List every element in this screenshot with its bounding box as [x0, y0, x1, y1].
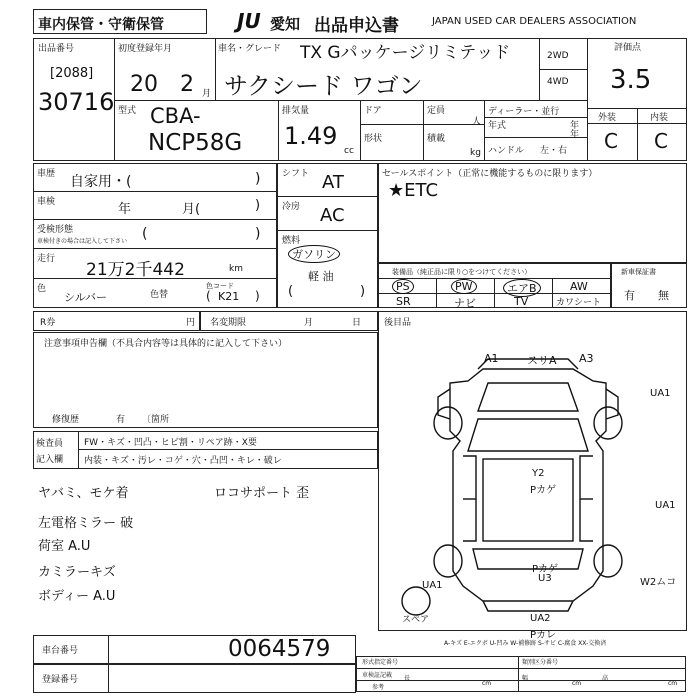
color-code-close: ) [255, 289, 260, 303]
notes-label: 注意事項申告欄（不具合内容等は具体的に記入して下さい） [44, 339, 288, 349]
score-label: 評価点 [614, 43, 642, 53]
history-close: ) [255, 171, 261, 187]
shift-label: シフト [282, 169, 310, 179]
model-year-label: 年式 [488, 121, 507, 131]
diagram-pake-2: Pカゲ [532, 564, 559, 575]
diagram-a1-left: A1 [484, 352, 499, 365]
name-change-label: 名変期限 [210, 318, 247, 328]
inspector-note-2: ロコサポート 歪 [214, 486, 310, 501]
equipment-airbag: エアB [503, 279, 541, 297]
displacement-label: 排気量 [282, 106, 310, 116]
warranty-no: 無 [658, 289, 669, 302]
length-unit: cm [482, 680, 492, 687]
diagram-ua1-right-top: UA1 [650, 388, 671, 399]
history-label: 車歴 [37, 169, 56, 179]
displacement-value: 1.49 [284, 122, 338, 150]
warranty-yes: 有 [624, 289, 635, 302]
registration-label: 登録番号 [42, 675, 79, 685]
diagram-u3: U3 [538, 573, 552, 584]
class-label: 類別区分番号 [522, 659, 559, 666]
diagram-pake-1: Pカゲ [530, 485, 557, 496]
form-status-label: 受検形態 [37, 225, 74, 235]
drive-4wd: 4WD [547, 77, 569, 87]
equipment-ps: PS [392, 279, 414, 294]
inspection-label: 車検 [37, 197, 56, 207]
diagram-ua1-left: UA1 [422, 580, 443, 591]
model-label: 車名・グレード [218, 44, 282, 54]
mileage-unit: km [229, 264, 243, 274]
form-title: 出品申込書 [314, 16, 399, 36]
color-code: K21 [218, 290, 240, 303]
exterior-grade: C [604, 129, 618, 153]
interior-grade: C [654, 129, 668, 153]
model-year-unit-2: 年 [570, 130, 580, 140]
inspector-note-4: 荷室 A.U [38, 539, 91, 554]
dealer-label: ディーラー・並行 [488, 107, 560, 117]
handle-value: 左・右 [540, 146, 568, 156]
equipment-navi: ナビ [454, 297, 476, 310]
name-change-day: 日 [352, 318, 362, 328]
history-value: 自家用・( [70, 174, 132, 190]
chassis-value: 0064579 [228, 636, 331, 662]
fuel-gasoline: ガソリン [288, 245, 340, 263]
shift-value: AT [322, 172, 344, 193]
selling-points-label: セールスポイント（正常に機能するものに限ります） [382, 169, 598, 179]
fuel-label: 燃料 [282, 236, 301, 246]
diagram-a3: A3 [579, 352, 594, 365]
recycle-box [33, 311, 200, 331]
equipment-sr: SR [396, 295, 411, 308]
first-reg-month-unit: 月 [202, 89, 212, 99]
model-year-unit-1: 年 [570, 121, 580, 131]
fuel-diesel: 軽 油 [308, 270, 334, 283]
brand-name: 愛知 [270, 15, 301, 33]
drive-2wd: 2WD [547, 51, 569, 61]
type-label: 型式 [118, 106, 137, 116]
diagram-top: スリA [527, 354, 557, 367]
length-label: 長 [404, 675, 411, 682]
rear-seat-label: 後目品 [384, 318, 412, 328]
selling-points-value: ★ETC [388, 180, 439, 201]
lot-sub-number: [2088] [50, 66, 94, 81]
form-status-note: 車検付きの場合は記入して下さい [37, 238, 128, 245]
inspection-month: 月( [182, 202, 201, 217]
fuel-close: ) [360, 284, 366, 299]
model-grade: TX Gパッケージリミテッド [300, 43, 511, 63]
color-code-open: ( [206, 289, 211, 303]
capacity-unit: 人 [472, 117, 482, 127]
recycle-label: R券 [40, 318, 56, 328]
equipment-aw: AW [570, 280, 588, 293]
name-change-month: 月 [304, 318, 314, 328]
color-change-label: 色替 [150, 290, 169, 300]
diagram-pake-3: Pカレ [530, 630, 557, 641]
inspector-row-1: FW・キズ・凹凸・ヒビ割・リペア跡・X要 [84, 438, 257, 448]
lot-label: 出品番号 [38, 44, 75, 54]
diagram-y2: Y2 [532, 468, 545, 479]
type-value-2: NCP58G [148, 130, 243, 156]
recycle-unit: 円 [186, 318, 196, 328]
diagram-w2: W2ムコ [640, 577, 677, 588]
storage-label-box [33, 9, 207, 34]
association-name: JAPAN USED CAR DEALERS ASSOCIATION [432, 16, 637, 27]
mileage-value: 21万2千442 [86, 260, 185, 280]
inspector-note-5: カミラーキズ [38, 565, 116, 580]
form-status-close: ) [255, 226, 261, 242]
cert-label: 形式指定番号 [362, 659, 399, 666]
equipment-pw: PW [451, 279, 477, 294]
capacity-label: 定員 [427, 106, 446, 116]
inspector-note-3: 左電格ミラー 破 [38, 516, 134, 531]
damage-legend: A-キズ E-エクボ U-凹み W-補修跡 S-サビ C-腐食 XX-交換済 [444, 640, 607, 647]
repair-label: 修復歴 [52, 415, 80, 425]
color-label: 色 [37, 284, 47, 294]
note-label: 参考 [372, 684, 385, 691]
warranty-label: 新車保証書 [621, 268, 656, 276]
fuel-open: ( [288, 284, 294, 299]
repair-value: 有 [116, 415, 126, 425]
inspector-note-1: ヤバミ、モケ着 [38, 486, 129, 501]
inspector-note-6: ボディー A.U [38, 589, 116, 604]
color-value: シルバー [64, 291, 107, 304]
score-value: 3.5 [610, 65, 652, 95]
width-label: 幅 [522, 675, 529, 682]
brand-logo: JU [237, 9, 261, 33]
form-status-open: ( [142, 226, 148, 242]
interior-label: 内装 [650, 113, 669, 123]
inspector-row-2: 内装・キズ・汚レ・コゲ・穴・凸凹・キレ・破レ [84, 456, 282, 466]
equipment-seat: カワシート [556, 298, 602, 308]
inspector-label-1: 検査員 [36, 439, 64, 449]
equipment-tv: TV [514, 295, 529, 308]
inspection-year: 年 [118, 202, 132, 217]
height-unit: cm [668, 680, 678, 687]
first-reg-month: 2 [180, 72, 194, 97]
chassis-label: 車台番号 [42, 646, 79, 656]
displacement-unit: cc [344, 146, 354, 156]
exterior-label: 外装 [598, 113, 617, 123]
equipment-label: 装備品（純正品に限り○をつけてください） [392, 268, 532, 276]
first-reg-year: 20 [130, 72, 158, 97]
model-name: サクシード ワゴン [224, 72, 423, 100]
width-unit: cm [572, 680, 582, 687]
storage-label: 車内保管・守衛保管 [38, 17, 164, 33]
inspection-close: ) [255, 198, 261, 213]
first-reg-label: 初度登録年月 [118, 44, 173, 54]
diagram-ua2: UA2 [530, 613, 551, 624]
shape-label: 形状 [364, 134, 383, 144]
doors-label: ドア [364, 106, 382, 116]
repair-place: 〔箇所 [142, 415, 170, 425]
color-code-label: 色コード [206, 282, 234, 290]
type-value-1: CBA- [150, 104, 201, 128]
diagram-spare: スペア [402, 615, 430, 625]
load-unit: kg [470, 148, 481, 158]
reg-label: 車検証記載 [362, 672, 393, 679]
diagram-ua1-right-mid: UA1 [655, 500, 676, 511]
ac-label: 冷房 [282, 202, 301, 212]
height-label: 高 [602, 675, 609, 682]
lot-number: 30716 [38, 88, 115, 116]
ac-value: AC [320, 205, 345, 226]
handle-label: ハンドル [488, 146, 525, 156]
inspector-label-2: 記入欄 [36, 455, 64, 465]
mileage-label: 走行 [37, 254, 56, 264]
registration-box [33, 664, 356, 693]
load-label: 積載 [427, 134, 446, 144]
